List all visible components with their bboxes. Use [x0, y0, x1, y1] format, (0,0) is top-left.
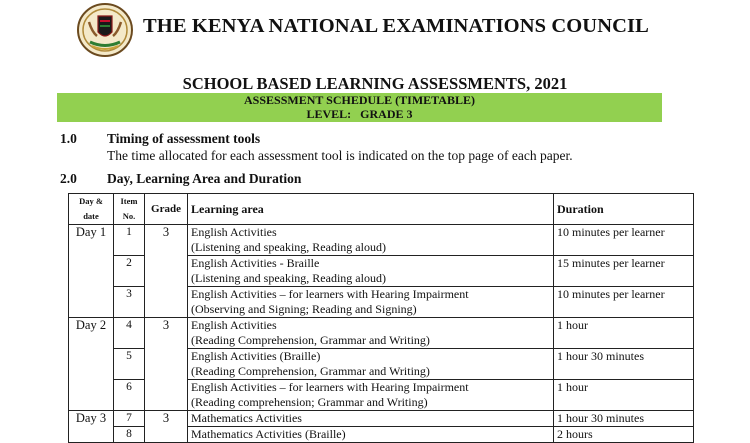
header-duration: Duration	[554, 194, 694, 225]
duration: 2 hours	[554, 427, 694, 443]
day-cell: Day 2	[69, 318, 114, 411]
section-2-title: Day, Learning Area and Duration	[107, 171, 302, 186]
item-number: 3	[114, 287, 145, 318]
section-1-title: Timing of assessment tools	[107, 131, 261, 146]
table-header-row	[69, 194, 694, 225]
section-2-number: 2.0	[60, 171, 77, 186]
duration: 1 hour 30 minutes	[554, 411, 694, 427]
banner-level: LEVEL: GRADE 3	[306, 106, 413, 121]
item-number: 2	[114, 256, 145, 287]
duration: 1 hour 30 minutes	[554, 349, 694, 380]
grade-cell: 3	[145, 411, 188, 443]
duration: 10 minutes per learner	[554, 225, 694, 256]
item-number: 6	[114, 380, 145, 411]
table-row	[69, 225, 694, 256]
grade-cell: 3	[145, 318, 188, 411]
item-number: 5	[114, 349, 145, 380]
document-title: SCHOOL BASED LEARNING ASSESSMENTS, 2021	[182, 74, 568, 93]
table-row	[69, 318, 694, 349]
table-row	[69, 411, 694, 427]
organization-name: THE KENYA NATIONAL EXAMINATIONS COUNCIL	[143, 15, 649, 37]
header-learning-area: Learning area	[188, 194, 554, 225]
day-cell: Day 3	[69, 411, 114, 443]
duration: 1 hour	[554, 380, 694, 411]
duration: 15 minutes per learner	[554, 256, 694, 287]
item-number: 1	[114, 225, 145, 256]
header-day-date: Day & date	[69, 194, 114, 225]
header-item-no: Item No.	[114, 194, 145, 225]
knec-logo	[76, 2, 134, 58]
day-cell: Day 1	[69, 225, 114, 318]
learning-area: Mathematics Activities (Braille)	[188, 427, 554, 443]
item-number: 8	[114, 427, 145, 443]
section-1-number: 1.0	[60, 131, 77, 146]
grade-cell: 3	[145, 225, 188, 318]
learning-area: English Activities - Braille (Listening and speaking, Reading aloud)	[188, 256, 554, 287]
learning-area: English Activities – for learners with Hearing Impairment (Reading comprehension; Grammar and Writing)	[188, 380, 554, 411]
learning-area: English Activities (Listening and speaking, Reading aloud)	[188, 225, 554, 256]
section-1-text: The time allocated for each assessment tool is indicated on the top page of each paper.	[107, 148, 573, 163]
learning-area: Mathematics Activities	[188, 411, 554, 427]
learning-area: English Activities (Braille) (Reading Comprehension, Grammar and Writing)	[188, 349, 554, 380]
banner-title: ASSESSMENT SCHEDULE (TIMETABLE)	[244, 93, 475, 107]
duration: 1 hour	[554, 318, 694, 349]
schedule-table	[68, 193, 694, 443]
header-grade: Grade	[145, 194, 188, 225]
duration: 10 minutes per learner	[554, 287, 694, 318]
schedule-banner	[57, 93, 662, 122]
item-number: 7	[114, 411, 145, 427]
learning-area: English Activities – for learners with Hearing Impairment (Observing and Signing; Reading and Signing)	[188, 287, 554, 318]
item-number: 4	[114, 318, 145, 349]
learning-area: English Activities (Reading Comprehension, Grammar and Writing)	[188, 318, 554, 349]
